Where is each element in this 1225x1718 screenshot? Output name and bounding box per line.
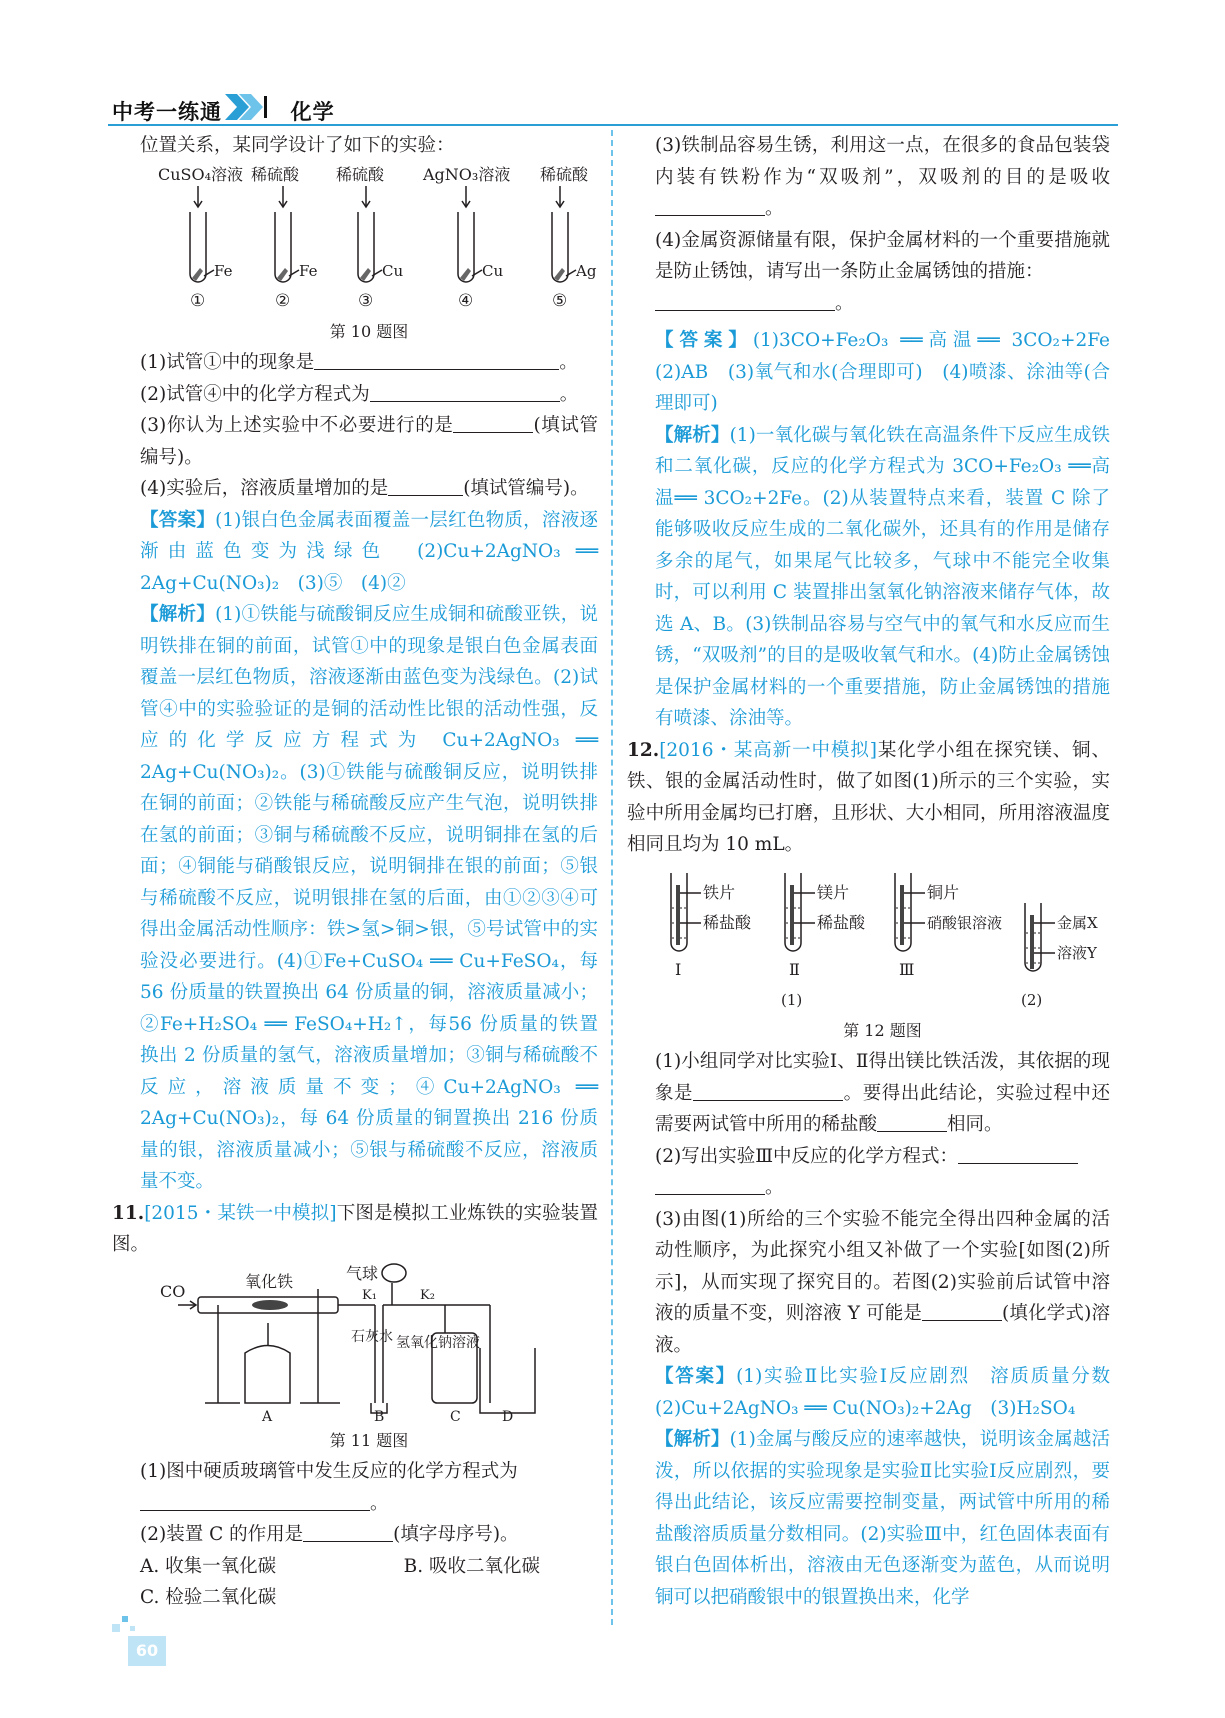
q10-label-1: CuSO₄溶液 [158, 164, 244, 184]
q12-t2-metal: 镁片 [816, 882, 849, 902]
footer-decoration-icon [112, 1612, 142, 1636]
q11-a-label: A [262, 1408, 273, 1425]
q12-t2-num: Ⅱ [788, 959, 800, 979]
q10-num-4: ④ [458, 290, 474, 311]
q12-t3-sol: 硝酸银溶液 [926, 913, 1002, 932]
q10-caption: 第 10 题图 [329, 321, 409, 341]
q12-caption: 第 12 题图 [843, 1020, 922, 1040]
q10-analysis: 【解析】(1)①铁能与硫酸铜反应生成铜和硫酸亚铁，说明铁排在铜的前面，试管①中的现象是银白色金属表面覆盖一层红色物质，溶液逐渐由蓝色变为浅绿色。(2)试管④中的实验验证的是铜的活动性比银的活动性强，反应的化学反应方程式为 Cu+2AgNO₃ ══ 2Ag+Cu(NO₃)₂。(3)①铁能与硫酸铜反应，说明铁排在铜的前面；②铁能与稀硫酸反应产生气泡，说明铁排在氢的前面；③铜与稀硫酸不反应，说明铜排在氢的后面；④铜能与硝酸银反应，说明铜排在银的前面；⑤银与稀硫酸不反应，说明银排在氢的后面，由①②③④可得出金属活动性顺序：铁>氢>铜>银，⑤号试管中的实验没必要进行。(4)①Fe+CuSO₄ ══ Cu+FeSO₄，每 56 份质量的铁置换出 64 份质量的铜，溶液质量减小；②Fe+H₂SO₄ ══ FeSO₄+H₂↑，每56 份质量的铁置换出 2 份质量的氢气，溶液质量增加；③铜与稀硫酸不反应，溶液质量不变；④Cu+2AgNO₃ ══ 2Ag+Cu(NO₃)₂，每 64 份质量的铜置换出 216 份质量的银，溶液质量减小；⑤银与稀硫酸不反应，溶液质量不变。 [140, 604, 598, 1192]
q11-figure [150, 1263, 570, 1423]
q12-analysis: 【解析】(1)金属与酸反应的速率越快，说明该金属越活泼，所以依据的实验现象是实验Ⅱ比实验Ⅰ反应剧烈，要得出此结论，该反应需要控制变量，两试管中所用的稀盐酸溶质质量分数相同。(2)实验Ⅲ中，红色固体表面有银白色固体析出，溶液由无色逐渐变为蓝色，从而说明铜可以把硝酸银中的银置换出来，化学 [655, 1429, 1110, 1608]
right-column [627, 130, 1129, 1613]
q11-fe2o3-label: 氧化铁 [245, 1271, 294, 1291]
q11-stem: 11.[2015・某铁一中模拟]下图是模拟工业炼铁的实验装置图。 [112, 1202, 598, 1255]
q10-label-4: AgNO₃溶液 [423, 164, 511, 184]
q12-group2: (2) [1020, 990, 1042, 1009]
q12-t1-sol: 稀盐酸 [702, 912, 751, 932]
q10-part3: (3)你认为上述实验中不必要进行的是 (填试管编号)。 [140, 410, 598, 473]
q11-options [140, 1551, 540, 1583]
q11-part2: (2)装置 C 的作用是 (填字母序号)。 [140, 1519, 598, 1551]
q11-part4: (4)金属资源储量有限，保护金属材料的一个重要措施就是防止锈蚀，请写出一条防止金属锈蚀的措施： 。 [655, 229, 1110, 314]
q10-label-3: 稀硫酸 [336, 164, 385, 184]
q10-figure [148, 164, 597, 314]
q12-part1: (1)小组同学对比实验Ⅰ、Ⅱ得出镁比铁活泼，其依据的现象是 。要得出此结论，实验过程中还需要两试管中所用的稀盐酸 相同。 [655, 1051, 1110, 1135]
q11-c-label: C [450, 1408, 461, 1425]
header-rule [108, 124, 1118, 126]
q11-b-label: B [374, 1408, 385, 1425]
q10-part4: (4)实验后，溶液质量增加的是 (填试管编号)。 [140, 473, 598, 505]
q10-metal-5: Ag [576, 261, 597, 280]
q10-metal-2: Fe [299, 261, 318, 280]
q11-naoh-label: 氢氧化钠溶液 [396, 1334, 480, 1351]
q10-part1: (1)试管①中的现象是 。 [140, 347, 598, 379]
q12-stem: 12.[2016・某高新一中模拟]某化学小组在探究镁、铜、铁、银的金属活动性时，做了如图(1)所示的三个实验，实验中所用金属均已打磨，且形状、大小相同，所用溶液温度相同且均为 10 mL。 [627, 739, 1110, 855]
q10-metal-1: Fe [214, 261, 233, 280]
q12-t3-metal: 铜片 [926, 882, 959, 902]
page-number: 60 [128, 1636, 166, 1666]
left-column [112, 130, 598, 1614]
q11-k1-label: K₁ [362, 1287, 377, 1303]
chevron-icon [223, 92, 267, 122]
q12-figure [663, 863, 1103, 1013]
q11-part3: (3)铁制品容易生锈，利用这一点，在很多的食品包装袋内装有铁粉作为“双吸剂”，双吸剂的目的是吸收。 [655, 135, 1110, 219]
q12-t4-sol: 溶液Y [1056, 943, 1097, 962]
book-title: 中考一练通 [112, 100, 222, 124]
q10-part2: (2)试管④中的化学方程式为 。 [140, 379, 598, 411]
q11-part1: (1)图中硬质玻璃管中发生反应的化学方程式为 。 [140, 1461, 518, 1514]
q11-answer: 【答案】(1)3CO+Fe₂O₃ ══高温══ 3CO₂+2Fe (2)AB (3)氧气和水(合理即可) (4)喷漆、涂油等(合理即可) [655, 330, 1129, 414]
q12-part3: (3)由图(1)所给的三个实验不能完全得出四种金属的活动性顺序，为此探究小组又补做了一个实验[如图(2)所示]，从而实现了探究目的。若图(2)实验前后试管中溶液的质量不变，则溶液 Y 可能是 (填化学式)溶液。 [655, 1208, 1110, 1356]
q11-balloon-label: 气球 [346, 1263, 379, 1283]
q12-part2: (2)写出实验Ⅲ中反应的化学方程式： 。 [655, 1141, 1110, 1204]
q11-option-c: C. 检验二氧化碳 [140, 1587, 277, 1608]
q10-num-2: ② [275, 290, 291, 311]
subject-title: 化学 [290, 100, 335, 124]
column-divider [611, 130, 613, 1625]
q11-caption: 第 11 题图 [329, 1430, 409, 1450]
q12-t2-sol: 稀盐酸 [816, 912, 865, 932]
q10-num-3: ③ [358, 290, 374, 311]
q11-k2-label: K₂ [420, 1287, 435, 1303]
q10-metal-4: Cu [482, 261, 504, 280]
q11-analysis: 【解析】(1)一氧化碳与氧化铁在高温条件下反应生成铁和二氧化碳，反应的化学方程式为 3CO+Fe₂O₃ ══高温══ 3CO₂+2Fe。(2)从装置特点来看，装置 C 除了能够吸收反应生成的二氧化碳外，还具有的作用是储存多余的尾气，如果尾气比较多，气球中不能完全收集时，可以利用 C 装置排出氢氧化钠溶液来储存气体，故选 A、B。(3)铁制品容易与空气中的氧气和水反应而生锈，“双吸剂”的目的是吸收氧气和水。(4)防止金属锈蚀是保护金属材料的一个重要措施，防止金属锈蚀的措施有喷漆、涂油等。 [655, 424, 1110, 729]
q10-intro: 位置关系，某同学设计了如下的实验： [140, 135, 455, 156]
q10-label-2: 稀硫酸 [251, 164, 300, 184]
q12-t4-metal: 金属X [1056, 913, 1098, 932]
q10-answer: 【答案】(1)银白色金属表面覆盖一层红色物质，溶液逐渐由蓝色变为浅绿色 (2)Cu+2AgNO₃ ══ 2Ag+Cu(NO₃)₂ (3)⑤ (4)② [140, 509, 598, 594]
q12-t1-num: Ⅰ [674, 959, 681, 979]
q10-num-1: ① [190, 290, 206, 311]
q11-co-label: CO [160, 1281, 186, 1301]
q12-answer: 【答案】(1)实验Ⅱ比实验Ⅰ反应剧烈 溶质质量分数 (2)Cu+2AgNO₃ ══ Cu(NO₃)₂+2Ag (3)H₂SO₄ [655, 1366, 1129, 1419]
q11-limewater-label: 石灰水 [351, 1328, 393, 1345]
q12-t3-num: Ⅲ [898, 959, 914, 979]
q11-d-label: D [502, 1408, 514, 1425]
q12-group1: (1) [780, 990, 802, 1009]
q10-num-5: ⑤ [552, 290, 568, 311]
q11-option-b: B. 吸收二氧化碳 [403, 1555, 540, 1577]
q10-label-5: 稀硫酸 [540, 164, 589, 184]
q11-option-a: A. 收集一氧化碳 [140, 1555, 277, 1577]
q12-t1-metal: 铁片 [702, 882, 735, 902]
q10-metal-3: Cu [382, 261, 404, 280]
